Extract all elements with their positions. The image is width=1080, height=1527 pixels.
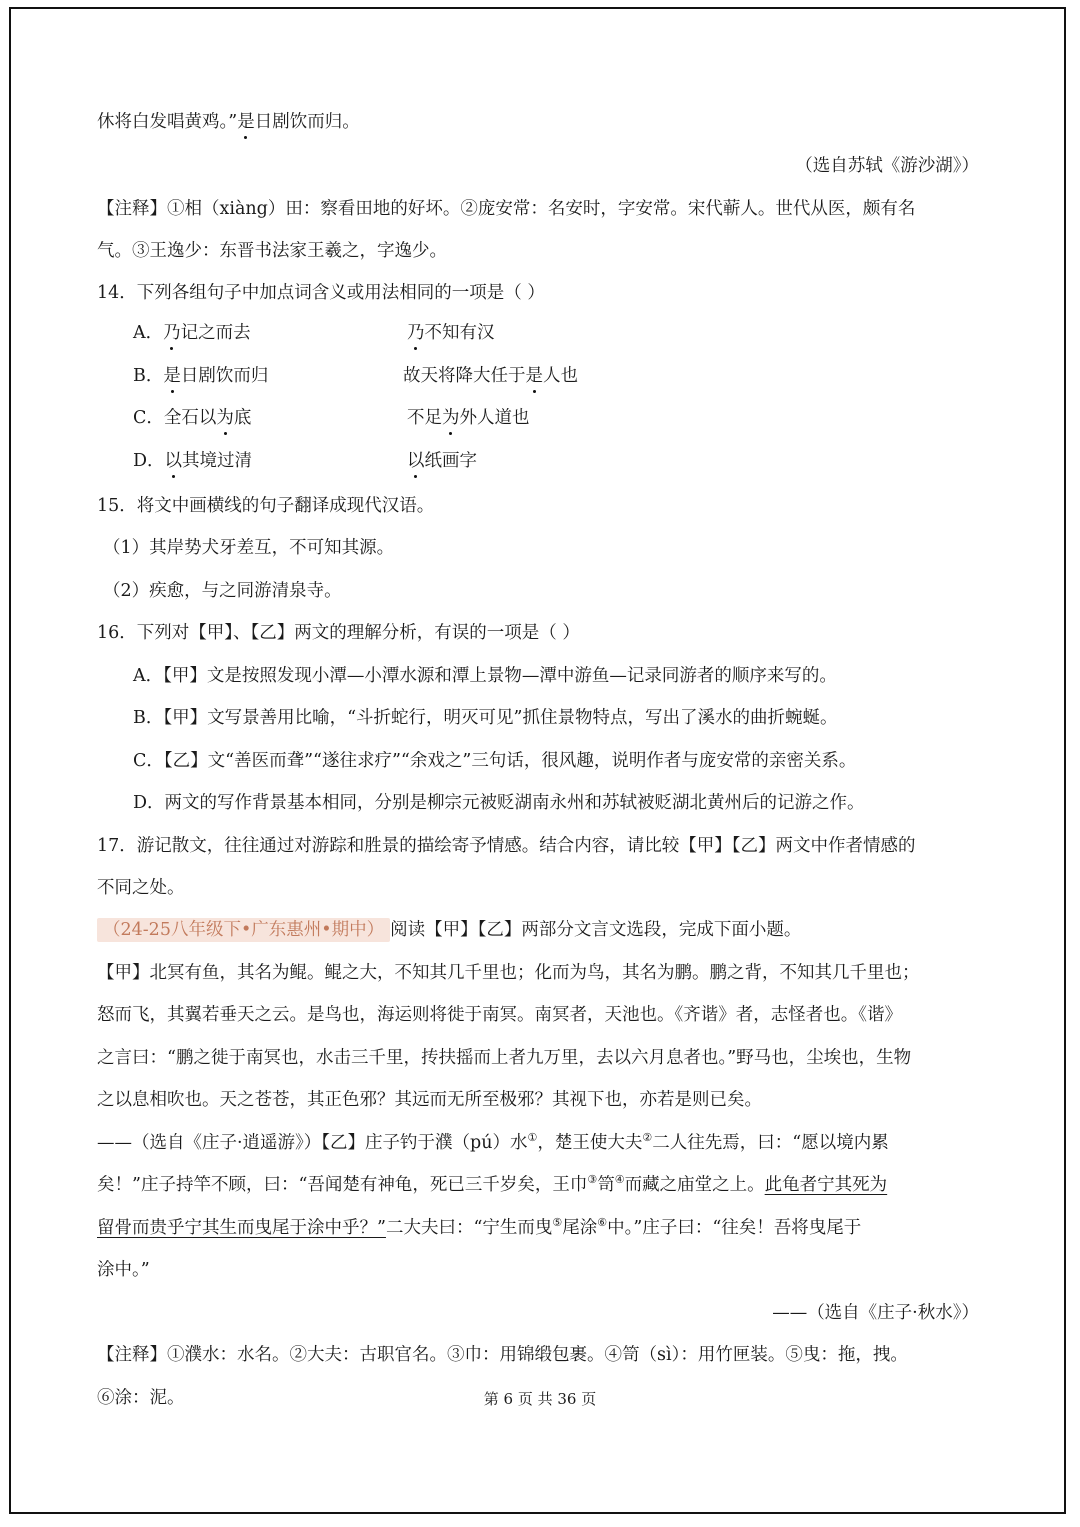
dotted-char: 为 xyxy=(442,408,460,428)
option-a: A．乃记之而去 乃不知有汉 xyxy=(133,323,495,343)
option-a-compare: 乃不知有汉 xyxy=(407,323,495,343)
note-text: 气。③王逸少：东晋书法家王羲之，字逸少。 xyxy=(97,241,447,261)
dotted-char: 乃 xyxy=(407,323,425,343)
passage-line: 涂中。” xyxy=(97,1260,150,1280)
section-intro: （24-25八年级下•广东惠州•期中） 阅读【甲】【乙】两部分文言文选段，完成下面小题。 xyxy=(97,918,801,942)
source-citation: ——（选自《庄子·秋水》） xyxy=(772,1303,979,1323)
dotted-char: 是 xyxy=(237,112,255,132)
note-text: ⑥涂：泥。 xyxy=(97,1388,185,1408)
passage-line: 之言曰：“鹏之徙于南冥也，水击三千里，抟扶摇而上者九万里，去以六月息者也。”野马也，尘埃也，生物 xyxy=(97,1048,912,1068)
option-c-compare: 不足为外人道也 xyxy=(407,408,530,428)
option-c: C．全石以为底 不足为外人道也 xyxy=(133,408,530,428)
note-text: 【注释】①濮水：水名。②大夫：古职官名。③巾：用锦缎包裹。④笥（sì）：用竹匣装。⑤曳：拖，拽。 xyxy=(97,1345,908,1365)
dotted-char: 以 xyxy=(407,451,425,471)
dotted-char: 乃 xyxy=(163,323,181,343)
question-15: 15．将文中画横线的句子翻译成现代汉语。 xyxy=(97,496,435,516)
underlined-sentence: 留骨而贵乎宁其生而曳尾于涂中乎？” xyxy=(97,1218,386,1238)
option-d-compare: 以纸画字 xyxy=(407,451,477,471)
dotted-char: 是 xyxy=(163,366,181,386)
question-16: 16．下列对【甲】、【乙】两文的理解分析，有误的一项是（ ） xyxy=(97,623,580,643)
passage-line: 留骨而贵乎宁其生而曳尾于涂中乎？”二大夫曰：“宁生而曳⑤尾涂⑥中。”庄子曰：“往矣！吾将曳尾于 xyxy=(97,1216,862,1238)
dotted-char: 是 xyxy=(525,366,543,386)
option-d: D．以其境过清 以纸画字 xyxy=(133,451,477,471)
option-a: A．【甲】文是按照发现小潭—小潭水源和潭上景物—潭中游鱼—记录同游者的顺序来写的。 xyxy=(133,666,837,686)
option-c: C．【乙】文“善医而聋”“遂往求疗”“余戏之”三句话，很风趣，说明作者与庞安常的亲密关系。 xyxy=(133,751,857,771)
question-17: 不同之处。 xyxy=(97,878,185,898)
underlined-sentence: 此龟者宁其死为 xyxy=(764,1175,888,1195)
source-tag: （24-25八年级下•广东惠州•期中） xyxy=(97,918,390,942)
passage-end-line: 休将白发唱黄鸡。”是日剧饮而归。 xyxy=(97,112,360,132)
option-d: D．两文的写作背景基本相同，分别是柳宗元被贬湖南永州和苏轼被贬湖北黄州后的记游之作。 xyxy=(133,793,865,813)
passage-line: 之以息相吹也。天之苍苍，其正色邪？其远而无所至极邪？其视下也，亦若是则已矣。 xyxy=(97,1090,762,1110)
passage-line: 矣！”庄子持竿不顾，曰：“吾闻楚有神龟，死已三千岁矣，王巾③笥④而藏之庙堂之上。此龟者宁其死为 xyxy=(97,1173,888,1195)
question-15-part-2: （2）疾愈，与之同游清泉寺。 xyxy=(103,581,342,601)
note-text: 【注释】①相（xiàng）田：察看田地的好坏。②庞安常：名安时，字安常。宋代蕲人。世代从医，颇有名 xyxy=(97,199,916,219)
dotted-char: 为 xyxy=(216,408,234,428)
dotted-char: 以 xyxy=(164,451,183,471)
question-17: 17．游记散文，往往通过对游踪和胜景的描绘寄予情感。结合内容，请比较【甲】【乙】两文中作者情感的 xyxy=(97,836,916,856)
option-b: B．【甲】文写景善用比喻，“斗折蛇行，明灭可见”抓住景物特点，写出了溪水的曲折蜿蜒。 xyxy=(133,708,838,728)
source-citation: （选自苏轼《游沙湖》） xyxy=(795,156,979,176)
passage-line: 【甲】北冥有鱼，其名为鲲。鲲之大，不知其几千里也；化而为鸟，其名为鹏。鹏之背，不知其几千里也； xyxy=(97,963,920,983)
option-b: B．是日剧饮而归 故天将降大任于是人也 xyxy=(133,366,578,386)
page-number: 第 6 页 共 36 页 xyxy=(483,1390,597,1408)
passage-line: 怒而飞，其翼若垂天之云。是鸟也，海运则将徙于南冥。南冥者，天池也。《齐谐》者，志怪者也。《谐》 xyxy=(97,1005,902,1025)
option-b-compare: 故天将降大任于是人也 xyxy=(403,366,578,386)
question-14: 14．下列各组句子中加点词含义或用法相同的一项是（ ） xyxy=(97,283,545,303)
question-15-part-1: （1）其岸势犬牙差互，不可知其源。 xyxy=(103,538,395,558)
passage-line: ——（选自《庄子·逍遥游》）【乙】庄子钓于濮（pú）水①，楚王使大夫②二人往先焉，曰：“愿以境内累 xyxy=(97,1131,889,1153)
